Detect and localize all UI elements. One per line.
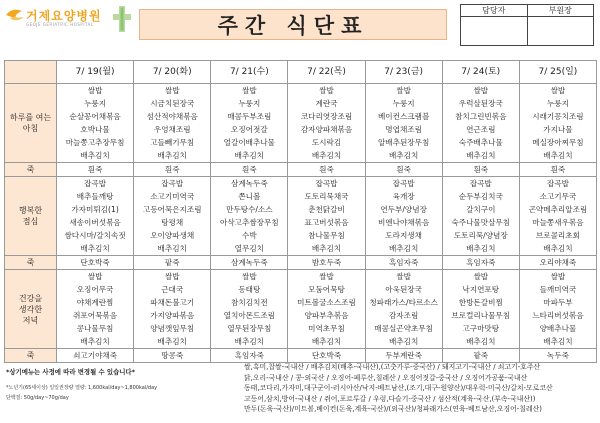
menu-cell [211, 163, 288, 177]
dish-item: 근대국 [161, 285, 184, 294]
dish-item: 흰죽 [164, 165, 180, 174]
dish-item: 마늘쫑새우볶음 [532, 218, 584, 227]
dish-item: 배추김치 [80, 151, 110, 160]
day-header: 7/ 23(금) [365, 61, 442, 84]
dish-item: 배추김치 [311, 244, 342, 253]
origin-info [244, 362, 598, 415]
dish-item: 누룽지 [84, 99, 107, 108]
day-header: 7/ 21(수) [211, 61, 288, 84]
dish-item: 순두부김치국 [458, 192, 503, 201]
dish-item: 쌀밥 [550, 272, 566, 281]
weekly-menu-table [4, 60, 597, 363]
origin-line: 닭,오리-국내산 / 콩-외국산 / 오징어-페루산,칠레산 / 오징어젓갈-중국산 / 오징어가공품-국내산 [244, 373, 528, 382]
dish-item: 파채돈불고기 [150, 298, 195, 307]
menu-cell [211, 349, 288, 363]
menu-cell [57, 349, 134, 363]
dish-item: 흰죽 [242, 165, 257, 174]
dish-item: 삼계녹두죽 [231, 179, 268, 188]
day-header: 7/ 24(토) [442, 61, 519, 84]
dish-item: 얼갈이배추나물 [223, 138, 276, 147]
dish-item: 육개장 [392, 192, 415, 201]
menu-cell [57, 163, 134, 177]
hospital-name: 거제요양병원 [26, 9, 102, 23]
dish-item: 매콤두부조림 [227, 112, 272, 121]
dish-item: 쌀밥 [473, 272, 489, 281]
dish-item: 참치김치전 [231, 298, 268, 307]
dish-item: 쌀밥 [164, 86, 180, 95]
dish-item: 동태탕 [238, 285, 261, 294]
menu-cell [134, 84, 211, 163]
dish-item: 도라지생채 [385, 231, 422, 240]
menu-cell [365, 84, 442, 163]
meal-label: 죽 [5, 163, 57, 177]
menu-cell [288, 84, 365, 163]
origin-line: 만두(돈육-국산)/미트볼,베이컨(돈육,계육-국산)/(외국산)/청파래가스(연육-베트남산,오징어-칠레산) [244, 405, 542, 414]
dish-item: 쫀니볼 [238, 192, 261, 201]
dish-item: 배추김치 [80, 244, 110, 253]
dish-item: 삼계녹두죽 [231, 258, 268, 267]
menu-cell [57, 270, 134, 349]
dish-item: 배추김치 [157, 244, 187, 253]
corner-cell [5, 61, 57, 84]
dish-item: 호박나물 [80, 125, 110, 134]
dish-item: 쌀밥 [164, 272, 180, 281]
dish-item: 잡곡밥 [392, 179, 415, 188]
dish-item: 도토리묵채국 [304, 192, 349, 201]
meal-row [5, 84, 597, 163]
menu-cell [519, 270, 596, 349]
porridge-row [5, 163, 597, 177]
menu-cell [57, 177, 134, 256]
medical-cross-icon [112, 4, 132, 34]
meal-label: 죽 [5, 349, 57, 363]
day-header-row [5, 61, 597, 84]
dish-item: 배추김치 [157, 151, 187, 160]
dish-item: 소고기무국 [539, 192, 577, 201]
dish-item: 쌀밥 [473, 86, 489, 95]
menu-cell [134, 256, 211, 270]
dish-item: 콩나물무침 [76, 324, 114, 333]
menu-cell [57, 84, 134, 163]
menu-cell [442, 349, 519, 363]
dish-item: 아욱된장국 [385, 285, 422, 294]
menu-cell [442, 177, 519, 256]
dish-item: 땅콩죽 [161, 351, 184, 360]
dish-item: 비엔나야채볶음 [377, 218, 430, 227]
menu-cell [442, 163, 519, 177]
dish-item: 가지나물 [543, 125, 573, 134]
dish-item: 배추김치 [157, 337, 187, 346]
origin-line: 동태,코다리,가자미,대구군이-러시아산/낙지-베트남산,(조기,대구-원양산)/대우럭-미국산/갈치-모로코산 [244, 384, 553, 393]
porridge-row [5, 256, 597, 270]
dish-item: 청파래가스/타르소스 [369, 298, 438, 307]
hospital-logo [4, 4, 126, 34]
dish-item: 흑임자죽 [234, 351, 265, 360]
origin-line: 고등어,삼치,방어-국내산 / 쥐어,포르투갈 / 우렁,다슬기-중국산 / 섬산적(계육-국산,(부속-국내산)) [244, 394, 536, 403]
approval-header-vice-director: 부원장 [527, 5, 594, 17]
dish-item: 배추김치 [466, 337, 496, 346]
dish-item: 야채계란찜 [76, 298, 114, 307]
dish-item: 우럭살된장국 [458, 99, 503, 108]
menu-cell [211, 256, 288, 270]
menu-cell [211, 177, 288, 256]
dish-item: 양념깻잎무침 [150, 324, 195, 333]
dish-item: 오징어무국 [76, 285, 114, 294]
dish-item: 배추김치 [388, 151, 419, 160]
dish-item: 베이컨스크램블 [377, 112, 430, 121]
menu-cell [519, 349, 596, 363]
dish-item: 배추김치 [80, 337, 110, 346]
dish-item: 단호박죽 [80, 258, 110, 267]
dish-item: 새송이버섯볶음 [69, 218, 121, 227]
dish-item: 매콤실곤약초무침 [374, 324, 433, 333]
dish-item: 가지양파볶음 [150, 311, 195, 320]
dish-item: 양파부추볶음 [304, 311, 349, 320]
dish-item: 마늘쫑고추장무침 [65, 138, 125, 147]
menu-change-notice: *상기메뉴는 사정에 따라 변경될 수 있습니다* [6, 368, 135, 376]
meal-label: 행복한 점심 [5, 177, 57, 256]
dish-item: 섬산적야채볶음 [146, 112, 198, 121]
dish-item: 잡곡밥 [315, 179, 338, 188]
dish-item: 오징어젓갈 [231, 125, 268, 134]
menu-cell [134, 163, 211, 177]
dish-item: 쌀밥 [87, 86, 103, 95]
dish-item: 시금치된장국 [150, 99, 195, 108]
dish-item: 감자조림 [388, 311, 419, 320]
day-header: 7/ 22(목) [288, 61, 365, 84]
menu-cell [211, 270, 288, 349]
meal-row [5, 270, 597, 349]
dish-item: 연근조림 [466, 125, 496, 134]
day-header: 7/ 19(월) [57, 61, 134, 84]
dish-item: 흰죽 [396, 165, 411, 174]
menu-cell [519, 256, 596, 270]
dish-item: 누룽지 [238, 99, 261, 108]
dish-item: 흑임자죽 [388, 258, 419, 267]
meal-label: 하루를 여는 아침 [5, 84, 57, 163]
dish-item: 두부계란죽 [385, 351, 422, 360]
dish-item: 숙주배추나물 [458, 138, 503, 147]
dish-item: 쌀밥 [396, 272, 411, 281]
day-header: 7/ 25(일) [519, 61, 596, 84]
dish-item: 도시락김 [311, 138, 342, 147]
nutrition-notes [6, 383, 157, 403]
menu-cell [365, 349, 442, 363]
menu-cell [442, 256, 519, 270]
menu-cell [365, 270, 442, 349]
dish-item: 쥐포어묵볶음 [73, 311, 118, 320]
dish-item: 소고기미역국 [150, 192, 195, 201]
meal-row [5, 177, 597, 256]
menu-cell [211, 84, 288, 163]
dish-item: 잡곡밥 [84, 179, 107, 188]
dish-item: 양배추나물 [539, 324, 577, 333]
dish-item: 가자미튀김(1) [71, 205, 119, 214]
dish-item: 오리야채죽 [539, 258, 577, 267]
hospital-subtitle: GEOJE GERIATRIC HOSPITAL [26, 22, 94, 27]
dish-item: 한방돈갈비찜 [458, 298, 503, 307]
dish-item: 누룽지 [546, 99, 569, 108]
dish-item: 배추김치 [466, 151, 496, 160]
menu-cell [134, 270, 211, 349]
menu-cell [288, 177, 365, 256]
dish-item: 마파두부 [543, 298, 573, 307]
meal-label: 죽 [5, 256, 57, 270]
menu-cell [442, 84, 519, 163]
dish-item: 참나물무침 [308, 231, 345, 240]
dish-item: 계란국 [315, 99, 338, 108]
dish-item: 배추김치 [234, 151, 265, 160]
dish-item: 브로컬리나물무침 [451, 311, 511, 320]
menu-cell [288, 163, 365, 177]
dish-item: 배추김치 [311, 337, 342, 346]
dish-item: 감자양파채볶음 [300, 125, 353, 134]
dish-item: 쌀밥 [242, 272, 257, 281]
dish-item: 고등어묵은지조림 [142, 205, 202, 214]
dish-item: 배추김치 [311, 151, 342, 160]
dish-item: 흰죽 [319, 165, 334, 174]
page-title: 주간 식단표 [139, 9, 447, 40]
menu-cell [365, 177, 442, 256]
dish-item: 미트볼굴소스조림 [297, 298, 356, 307]
dish-item: 잡곡밥 [161, 179, 184, 188]
dish-item: 쌀밥 [242, 86, 257, 95]
menu-cell [442, 270, 519, 349]
dish-item: 열무김치 [234, 244, 265, 253]
dish-item: 배추김치 [543, 337, 573, 346]
porridge-row [5, 349, 597, 363]
dish-item: 미역초무침 [308, 324, 345, 333]
dish-item: 메실장아찌무침 [532, 138, 584, 147]
dish-item: 누룽지 [392, 99, 415, 108]
dish-item: 열치아몬드조림 [223, 311, 276, 320]
dish-item: 팥죽 [473, 351, 489, 360]
dish-item: 흰죽 [473, 165, 489, 174]
dish-item: 녹두죽 [546, 351, 569, 360]
dish-item: 참치그린빈볶음 [455, 112, 507, 121]
menu-cell [288, 270, 365, 349]
dish-item: 배추들깨탕 [76, 192, 114, 201]
dish-item: 시래기꽁치조림 [532, 112, 584, 121]
menu-cell [288, 349, 365, 363]
dish-item: 흑임자죽 [466, 258, 496, 267]
dish-item: 연두부/양념장 [380, 205, 427, 214]
dish-item: 팥죽 [164, 258, 180, 267]
dish-item: 표고버섯볶음 [304, 218, 349, 227]
menu-cell [519, 163, 596, 177]
dish-item: 아삭고추쌈장무침 [220, 218, 279, 227]
dish-item: 갈치구이 [466, 205, 496, 214]
dish-item: 흰죽 [87, 165, 103, 174]
dish-item: 쌀밥 [319, 86, 334, 95]
dish-item: 코다리엿장조림 [300, 112, 353, 121]
dish-item: 춘천닭갈비 [308, 205, 345, 214]
dish-item: 배추김치 [388, 337, 419, 346]
dish-item: 배추김치 [466, 244, 496, 253]
dish-item: 밤호두죽 [311, 258, 342, 267]
dish-item: 곤약메추리알조림 [528, 205, 588, 214]
origin-line: 쌀,흑미,찹쌀-국내산 / 배추김치(배추-국내산),(고춧가루-중국산) / 돼지고기-국내산 / 쇠고기-호주산 [244, 363, 541, 371]
dish-item: 잡곡밥 [546, 179, 569, 188]
dish-item: 오이양파생채 [150, 231, 195, 240]
dish-item: 열무된장무침 [227, 324, 272, 333]
dish-item: 쌀밥 [87, 272, 103, 281]
dish-item: 쌀밥 [319, 272, 334, 281]
dish-item: 도토리묵/양념장 [453, 231, 508, 240]
dish-item: 배추김치 [543, 244, 573, 253]
dish-item: 느타리버섯볶음 [532, 311, 584, 320]
dish-item: 고들빼기무침 [150, 138, 195, 147]
menu-cell [134, 177, 211, 256]
menu-cell [134, 349, 211, 363]
meal-label: 건강을 생각한 저녁 [5, 270, 57, 349]
calorie-note: *노년기(65세이상) 일일권장량 열량: 1,600kal/day~1,800kal/day [6, 385, 158, 391]
dish-item: 쌈다시마/갈치속젓 [64, 231, 126, 240]
menu-cell [519, 84, 596, 163]
protein-note: 단백질: 50g/day~70g/day [6, 395, 69, 401]
menu-cell [288, 256, 365, 270]
menu-cell [519, 177, 596, 256]
day-header: 7/ 20(화) [134, 61, 211, 84]
dish-item: 들깨미역국 [539, 285, 577, 294]
menu-cell [365, 256, 442, 270]
dish-item: 배추김치 [543, 151, 573, 160]
dish-item: 브로콜리초회 [535, 231, 580, 240]
dish-item: 잡곡밥 [469, 179, 492, 188]
dish-item: 모둠어묵탕 [308, 285, 345, 294]
approval-header-manager: 담당자 [461, 5, 528, 17]
dish-item: 고구마맛탕 [462, 324, 500, 333]
approval-sign-manager[interactable] [461, 17, 528, 46]
menu-cell [57, 256, 134, 270]
dish-item: 알배추된장무침 [377, 138, 430, 147]
dish-item: 순살꽁어채볶음 [69, 112, 121, 121]
dish-item: 단호박죽 [311, 351, 342, 360]
dish-item: 배추김치 [388, 244, 419, 253]
dish-item: 탕평채 [161, 218, 184, 227]
dish-item: 낙지연포탕 [462, 285, 500, 294]
dish-item: 쇠고기야채죽 [73, 351, 118, 360]
dish-item: 명엽채조림 [385, 125, 422, 134]
dish-item: 우엉채조림 [153, 125, 191, 134]
logo-bird-icon [4, 6, 26, 24]
dish-item: 수박 [242, 231, 257, 240]
dish-item: 쌀밥 [550, 86, 566, 95]
dish-item: 흰죽 [550, 165, 566, 174]
menu-cell [365, 163, 442, 177]
approval-box [460, 4, 594, 46]
dish-item: 쌀밥 [396, 86, 411, 95]
dish-item: 만두탕수/소스 [226, 205, 273, 214]
dish-item: 숙주나물맛살무침 [451, 218, 511, 227]
approval-sign-vice-director[interactable] [527, 17, 594, 46]
dish-item: 배추김치 [234, 337, 265, 346]
